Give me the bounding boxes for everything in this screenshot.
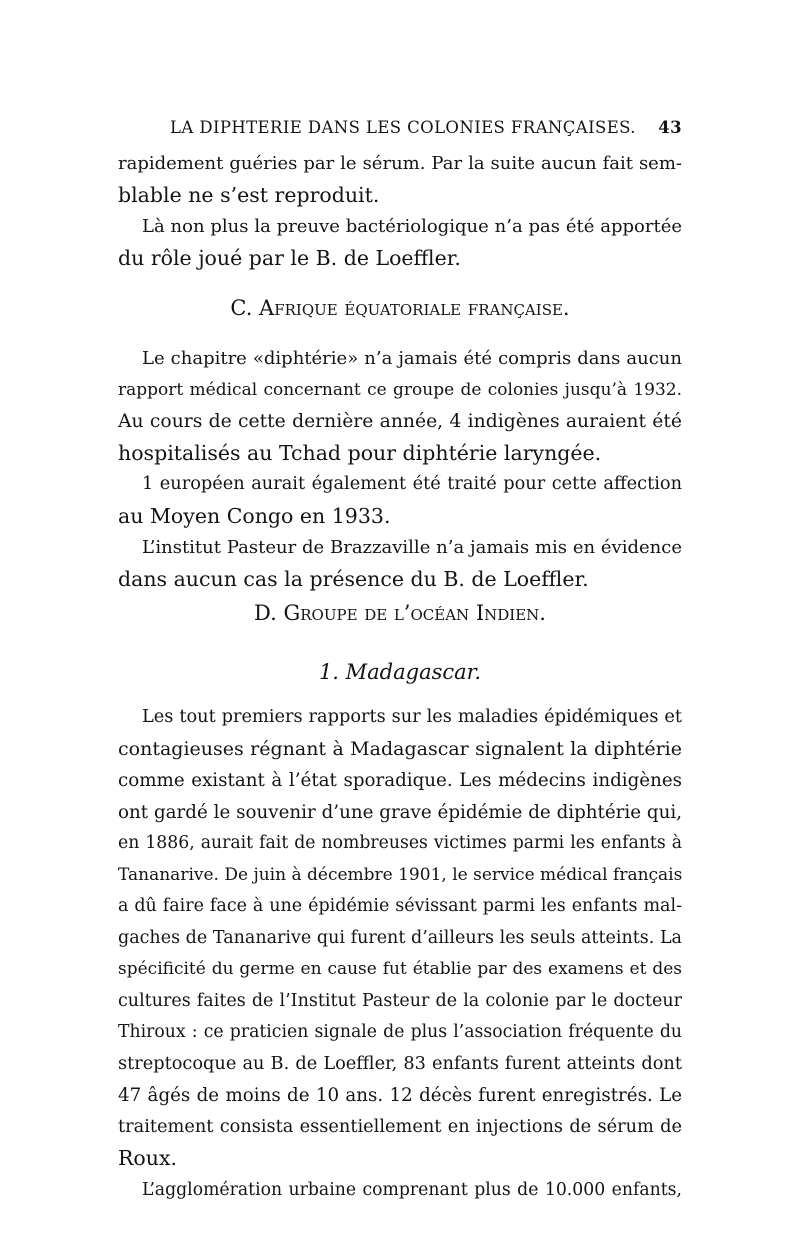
- text-line: gaches de Tananarive qui furent d’ailleurs les seuls atteints. La: [118, 927, 682, 948]
- section-heading-c: C. Afrique équatoriale française.: [230, 296, 570, 320]
- text-line: comme existant à l’état sporadique. Les médecins indigènes: [118, 770, 682, 791]
- paragraph: [118, 1175, 682, 1207]
- section-heading-d: D. Groupe de l’océan Indien.: [254, 601, 546, 625]
- page-number: 43: [658, 118, 682, 137]
- text-line: ont gardé le souvenir d’une grave épidémie de diphtérie qui,: [118, 801, 682, 823]
- text-line: spécificité du germe en cause fut établie par des examens et des: [118, 959, 682, 979]
- text-line: L’agglomération urbaine comprenant plus de 10.000 enfants,: [142, 1179, 682, 1200]
- text-line: rapport médical concernant ce groupe de colonies jusqu’à 1932.: [118, 379, 682, 400]
- text-line: en 1886, aurait fait de nombreuses victimes parmi les enfants à: [118, 833, 682, 853]
- text-line: Roux.: [118, 1146, 178, 1170]
- text-line: Au cours de cette dernière année, 4 indigènes auraient été: [118, 411, 682, 432]
- paragraph: [118, 469, 682, 532]
- text-line: au Moyen Congo en 1933.: [118, 503, 391, 528]
- text-line: a dû faire face à une épidémie sévissant parmi les enfants mal-: [118, 896, 682, 916]
- text-line: dans aucun cas la présence du B. de Loeffler.: [118, 566, 589, 591]
- paragraph: [118, 148, 682, 211]
- text-line: Le chapitre «diphtérie» n’a jamais été compris dans aucun: [142, 348, 682, 369]
- text-block-afrique: [118, 343, 682, 595]
- text-block-opening: [118, 148, 682, 274]
- paragraph: [118, 702, 682, 1175]
- text-block-madagascar: [118, 702, 682, 1206]
- text-line: Les tout premiers rapports sur les maladies épidémiques et: [142, 707, 682, 727]
- text-line: streptocoque au B. de Loeffler, 83 enfants furent atteints dont: [118, 1053, 682, 1074]
- text-line: rapidement guéries par le sérum. Par la suite aucun fait sem-: [118, 153, 682, 174]
- running-head-title: LA DIPHTERIE DANS LES COLONIES FRANÇAISES.: [170, 118, 636, 137]
- text-line: 47 âgés de moins de 10 ans. 12 décès furent enregistrés. Le: [118, 1085, 682, 1106]
- paragraph: [118, 211, 682, 274]
- paragraph: [118, 343, 682, 469]
- text-line: 1 européen aurait également été traité pour cette affection: [142, 474, 682, 494]
- text-line: du rôle joué par le B. de Loeffler.: [118, 245, 461, 270]
- text-line: L’institut Pasteur de Brazzaville n’a jamais mis en évidence: [142, 537, 682, 558]
- text-line: hospitalisés au Tchad pour diphtérie laryngée.: [118, 440, 602, 465]
- text-line: Là non plus la preuve bactériologique n’a pas été apportée: [142, 216, 682, 237]
- text-line: cultures faites de l’Institut Pasteur de la colonie par le docteur: [118, 990, 682, 1011]
- text-line: traitement consista essentiellement en injections de sérum de: [118, 1116, 682, 1137]
- text-line: contagieuses régnant à Madagascar signalent la diphtérie: [118, 737, 682, 760]
- text-line: Thiroux : ce praticien signale de plus l’association fréquente du: [118, 1022, 682, 1042]
- subsection-heading-madagascar: 1. Madagascar.: [318, 660, 482, 684]
- paragraph: [118, 532, 682, 595]
- text-line: Tananarive. De juin à décembre 1901, le service médical français: [118, 864, 683, 885]
- text-line: blable ne s’est reproduit.: [118, 182, 380, 207]
